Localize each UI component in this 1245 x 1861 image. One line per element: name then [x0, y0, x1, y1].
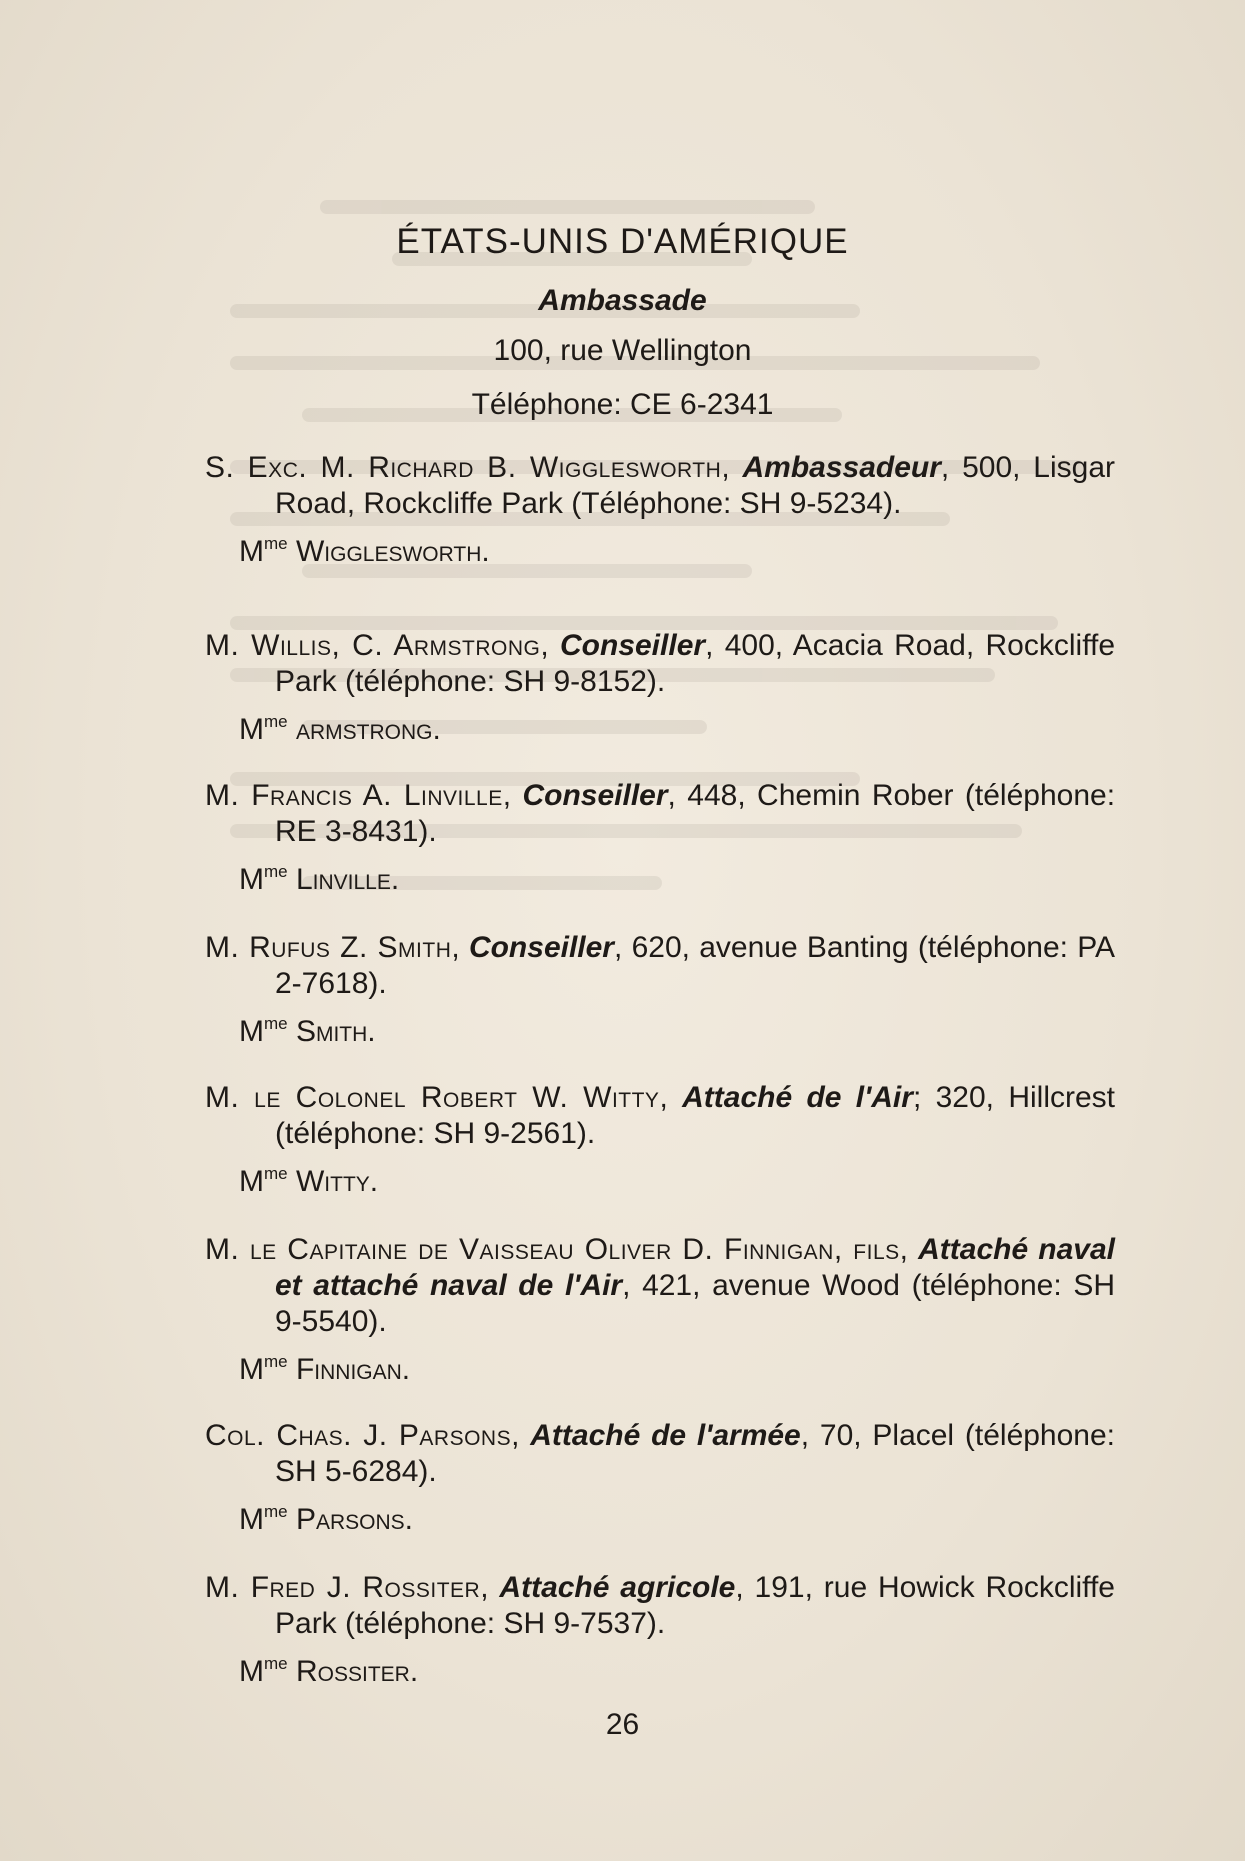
spouse-prefix: M	[239, 1353, 264, 1386]
spouse-line	[239, 1646, 1115, 1690]
entry-prefix: M.	[205, 931, 250, 964]
entry-text: Col. Chas. J. Parsons, Attaché de l'armée, 70, Placel (téléphone: SH 5-6284).	[205, 1419, 1116, 1488]
spouse-sup: me	[264, 862, 288, 881]
entry-title: Attaché agricole	[499, 1571, 736, 1604]
entry-name: Rufus Z. Smith	[249, 931, 452, 964]
spouse-sup: me	[264, 1014, 288, 1033]
embassy-phone: Téléphone: CE 6-2341	[471, 388, 774, 421]
entry-prefix: Col.	[205, 1419, 277, 1452]
staff-entry	[205, 1232, 1115, 1388]
entry-prefix: M.	[205, 1571, 251, 1604]
page-number: 26	[605, 1708, 640, 1741]
spouse-prefix: M	[239, 535, 264, 568]
spouse-name: Smith.	[295, 1015, 376, 1048]
entry-name: Fred J. Rossiter	[250, 1571, 481, 1604]
spouse-prefix: M	[239, 863, 264, 896]
entry-text: M. Fred J. Rossiter, Attaché agricole, 191, rue Howick Rockcliffe Park (téléphone: SH 9-7537).	[205, 1571, 1115, 1640]
spouse-line	[239, 526, 1115, 570]
entry-prefix: M.	[205, 1081, 255, 1114]
staff-entry	[205, 778, 1115, 898]
spouse-name: Witty.	[295, 1165, 379, 1198]
entry-text: M. Rufus Z. Smith, Conseiller, 620, avenue Banting (téléphone: PA 2-7618).	[205, 931, 1115, 1000]
entry-title: Attaché de l'Air	[682, 1081, 913, 1114]
spouse-sup: me	[264, 1502, 288, 1521]
spouse-prefix: M	[239, 713, 264, 746]
entry-details: 500, Lisgar Road, Rockcliffe Park (Téléphone: SH 9-5234).	[275, 451, 1116, 520]
spouse-name: Wigglesworth.	[295, 535, 490, 568]
entry-title: Ambassadeur	[742, 451, 941, 484]
entry-prefix: M.	[205, 1233, 250, 1266]
spouse-name: Parsons.	[295, 1503, 413, 1536]
staff-entry	[205, 1570, 1115, 1690]
entry-text: S. Exc. M. Richard B. Wigglesworth, Ambassadeur, 500, Lisgar Road, Rockcliffe Park (Téléphone: SH 9-5234).	[205, 451, 1116, 520]
spouse-sup: me	[264, 534, 288, 553]
spouse-name: Rossiter.	[295, 1655, 419, 1688]
entry-title: Attaché naval et attaché naval de l'Air	[275, 1233, 1115, 1302]
entry-details: 421, avenue Wood (téléphone: SH 9-5540).	[275, 1269, 1115, 1338]
spouse-line	[239, 1344, 1115, 1388]
entry-title: Conseiller	[560, 629, 706, 662]
entry-name: le Colonel Robert W. Witty	[254, 1081, 660, 1114]
country-heading: ÉTATS-UNIS D'AMÉRIQUE	[396, 222, 849, 261]
spouse-line	[239, 704, 1115, 748]
staff-entry	[205, 930, 1115, 1050]
entry-details: 191, rue Howick Rockcliffe Park (téléphone: SH 9-7537).	[275, 1571, 1115, 1640]
entry-details: 620, avenue Banting (téléphone: PA 2-7618).	[275, 931, 1115, 1000]
entry-name: Chas. J. Parsons	[276, 1419, 512, 1452]
spouse-line	[239, 1494, 1115, 1538]
spouse-sup: me	[264, 1164, 288, 1183]
spouse-line	[239, 1156, 1115, 1200]
entry-details: 70, Placel (téléphone: SH 5-6284).	[275, 1419, 1116, 1488]
spouse-name: Finnigan.	[295, 1353, 411, 1386]
spouse-sup: me	[264, 1352, 288, 1371]
staff-entry	[205, 1080, 1115, 1200]
entry-text: M. le Colonel Robert W. Witty, Attaché de l'Air; 320, Hillcrest (téléphone: SH 9-2561).	[205, 1081, 1115, 1150]
spouse-name: Linville.	[295, 863, 400, 896]
entry-title: Conseiller	[468, 931, 614, 964]
staff-entry	[205, 1418, 1115, 1538]
entry-title: Attaché de l'armée	[530, 1419, 801, 1452]
entry-details: 320, Hillcrest (téléphone: SH 9-2561).	[275, 1081, 1115, 1150]
entry-details: 400, Acacia Road, Rockcliffe Park (téléphone: SH 9-8152).	[275, 629, 1116, 698]
spouse-prefix: M	[239, 1503, 264, 1536]
spouse-prefix: M	[239, 1655, 264, 1688]
embassy-subtitle: Ambassade	[538, 284, 707, 317]
spouse-prefix: M	[239, 1015, 264, 1048]
entry-text: M. Francis A. Linville, Conseiller, 448, Chemin Rober (téléphone: RE 3-8431).	[205, 779, 1116, 848]
staff-entry	[205, 450, 1115, 570]
entry-name: Willis, C. Armstrong	[251, 629, 541, 662]
spouse-line	[239, 854, 1115, 898]
entry-details: 448, Chemin Rober (téléphone: RE 3-8431).	[275, 779, 1116, 848]
entry-name: Francis A. Linville	[251, 779, 503, 812]
entry-name: le Capitaine de Vaisseau Oliver D. Finnigan, fils	[249, 1233, 900, 1266]
entry-name: Richard B. Wigglesworth	[368, 451, 722, 484]
staff-entry	[205, 628, 1115, 748]
spouse-sup: me	[264, 1654, 288, 1673]
spouse-name: armstrong.	[295, 713, 441, 746]
spouse-line	[239, 1006, 1115, 1050]
entry-prefix: M.	[205, 629, 252, 662]
spouse-sup: me	[264, 712, 288, 731]
entry-prefix: M.	[205, 779, 252, 812]
embassy-address: 100, rue Wellington	[493, 334, 752, 367]
entry-prefix: S. Exc. M.	[205, 451, 369, 484]
entry-text: M. Willis, C. Armstrong, Conseiller, 400, Acacia Road, Rockcliffe Park (téléphone: SH 9-8152).	[205, 629, 1116, 698]
spouse-prefix: M	[239, 1165, 264, 1198]
entry-text: M. le Capitaine de Vaisseau Oliver D. Finnigan, fils, Attaché naval et attaché naval de l'Air, 421, avenue Wood (téléphone: SH 9-5540).	[205, 1233, 1115, 1338]
entry-title: Conseiller	[522, 779, 668, 812]
